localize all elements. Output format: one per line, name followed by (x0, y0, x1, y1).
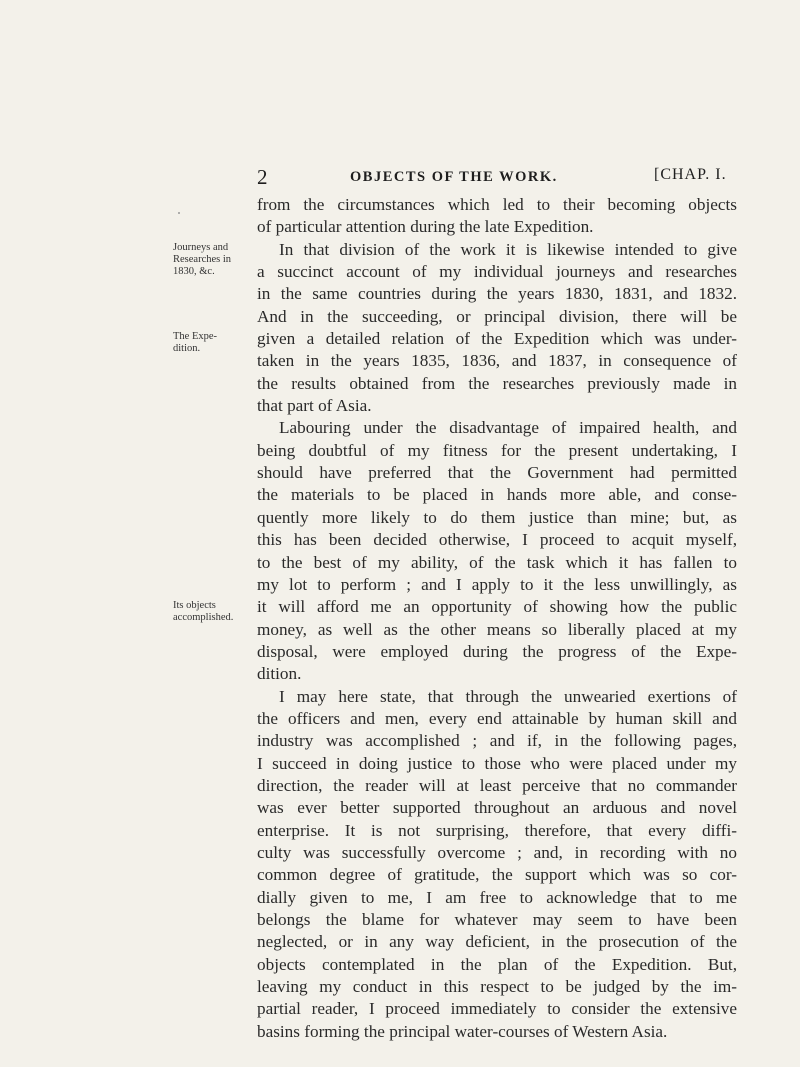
text-line: to the best of my ability, of the task which it has fallen to (257, 552, 737, 572)
text-line: enterprise. It is not surprising, therefore, that every diffi- (257, 820, 737, 840)
text-line: was ever better supported throughout an arduous and novel (257, 798, 737, 818)
text-line: dition. (257, 664, 302, 684)
text-line: given a detailed relation of the Expedition which was under- (257, 329, 737, 349)
text-line: this has been decided otherwise, I proceed to acquit myself, (257, 530, 737, 550)
body-text (257, 194, 737, 1043)
text-line: the officers and men, every end attainable by human skill and (257, 708, 737, 728)
text-line: taken in the years 1835, 1836, and 1837, in consequence of (257, 351, 737, 371)
text-line: belongs the blame for whatever may seem to have been (257, 910, 737, 929)
text-line: the results obtained from the researches previously made in (257, 373, 737, 393)
text-line: of particular attention during the late Expedition. (257, 217, 594, 237)
text-line: industry was accomplished ; and if, in the following pages, (257, 731, 737, 751)
running-header (257, 165, 737, 191)
text-line: I may here state, that through the unwearied exertions of (279, 686, 737, 706)
sidenote-line: Its objects (173, 600, 216, 611)
text-line: common degree of gratitude, the support which was so cor- (257, 865, 737, 885)
text-line: neglected, or in any way deficient, in the prosecution of the (257, 932, 737, 952)
text-line: disposal, were employed during the progress of the Expe- (257, 641, 737, 661)
text-line: partial reader, I proceed immediately to consider the extensive (257, 999, 737, 1019)
text-line: dially given to me, I am free to acknowledge that to me (257, 887, 737, 907)
text-line: culty was successfully overcome ; and, in recording with no (257, 842, 737, 862)
sidenote-line: 1830, &c. (173, 266, 215, 277)
text-line: quently more likely to do them justice than mine; but, as (257, 507, 737, 527)
text-line: direction, the reader will at least perceive that no commander (257, 775, 737, 795)
text-line: should have preferred that the Government had permitted (257, 463, 737, 483)
text-line: that part of Asia. (257, 396, 372, 416)
text-line: from the circumstances which led to their becoming objects (257, 195, 737, 214)
sidenote-expedition (173, 331, 253, 355)
text-line: Labouring under the disadvantage of impaired health, and (279, 418, 737, 438)
text-line: I succeed in doing justice to those who were placed under my (257, 753, 737, 773)
text-line: it will afford me an opportunity of showing how the public (257, 597, 737, 617)
text-line: my lot to perform ; and I apply to it the less unwillingly, as (257, 574, 737, 594)
text-line: And in the succeeding, or principal division, there will be (257, 306, 737, 326)
text-line: the materials to be placed in hands more able, and conse- (257, 485, 737, 505)
text-line: basins forming the principal water-courses of Western Asia. (257, 1021, 668, 1041)
page-number: 2 (257, 165, 268, 189)
sidenote-objects (173, 600, 253, 624)
text-line: money, as well as the other means so liberally placed at my (257, 619, 737, 639)
text-line: objects contemplated in the plan of the Expedition. But, (257, 954, 737, 974)
chapter-label: [CHAP. I. (654, 166, 727, 183)
sidenote-line: Researches in (173, 254, 232, 265)
text-line: In that division of the work it is likewise intended to give (279, 239, 737, 259)
ink-speck (178, 212, 180, 214)
text-line: being doubtful of my fitness for the present undertaking, I (257, 440, 737, 460)
text-line: a succinct account of my individual journeys and researches (257, 262, 737, 282)
sidenote-line: accomplished. (173, 612, 234, 623)
text-line: in the same countries during the years 1830, 1831, and 1832. (257, 284, 737, 304)
sidenote-line: The Expe- (173, 331, 218, 342)
sidenote-line: dition. (173, 343, 201, 354)
running-title: OBJECTS OF THE WORK. (350, 169, 558, 185)
sidenote-journeys (173, 242, 253, 278)
sidenote-line: Journeys and (173, 242, 229, 253)
text-line: leaving my conduct in this respect to be judged by the im- (257, 977, 737, 997)
